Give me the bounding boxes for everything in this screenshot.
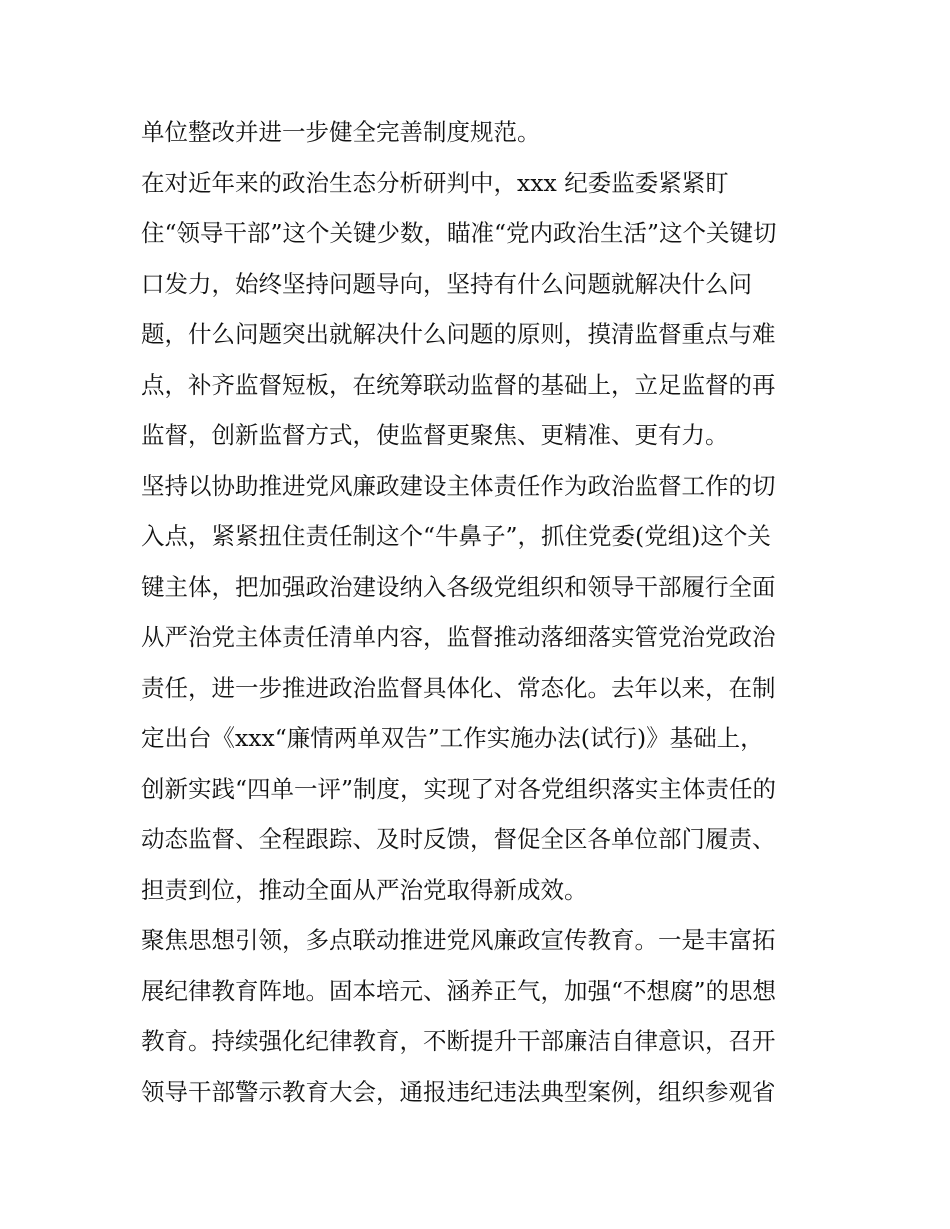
- text-line: 口发力，始终坚持问题导向，坚持有什么问题就解决什么问: [141, 269, 752, 298]
- text-line: 担责到位，推动全面从严治党取得新成效。: [141, 875, 588, 904]
- text-line: 住“领导干部”这个关键少数，瞄准“党内政治生活”这个关键切: [141, 219, 777, 247]
- text-line: 在对近年来的政治生态分析研判中，xxx 纪委监委紧紧盯: [141, 168, 729, 197]
- text-line: 坚持以协助推进党风廉政建设主体责任作为政治监督工作的切: [141, 471, 776, 500]
- text-line: 单位整改并进一步健全完善制度规范。: [141, 118, 541, 146]
- text-line: 从严治党主体责任清单内容，监督推动落细落实管党治党政治: [141, 623, 776, 651]
- text-line: 教育。持续强化纪律教育，不断提升干部廉洁自律意识，召开: [141, 1027, 776, 1055]
- text-line: 责任，进一步推进政治监督具体化、常态化。去年以来，在制: [141, 673, 776, 702]
- body-text: [141, 107, 821, 1117]
- text-line: 展纪律教育阵地。固本培元、涵养正气，加强“不想腐”的思想: [141, 976, 777, 1005]
- text-line: 定出台《xxx“廉情两单双告”工作实施办法(试行)》基础上，: [141, 724, 764, 752]
- text-line: 领导干部警示教育大会，通报违纪违法典型案例，组织参观省: [141, 1077, 776, 1106]
- text-line: 键主体，把加强政治建设纳入各级党组织和领导干部履行全面: [141, 572, 776, 601]
- text-line: 聚焦思想引领，多点联动推进党风廉政宣传教育。一是丰富拓: [141, 926, 776, 954]
- text-line: 题，什么问题突出就解决什么问题的原则，摸清监督重点与难: [141, 320, 776, 348]
- text-line: 动态监督、全程跟踪、及时反馈，督促全区各单位部门履责、: [141, 825, 776, 853]
- text-line: 入点，紧紧扭住责任制这个“牛鼻子”，抓住党委(党组)这个关: [141, 522, 771, 550]
- text-line: 点，补齐监督短板，在统筹联动监督的基础上，立足监督的再: [141, 370, 776, 399]
- text-line: 创新实践“四单一评”制度，实现了对各党组织落实主体责任的: [141, 774, 777, 803]
- text-line: 监督，创新监督方式，使监督更聚焦、更精准、更有力。: [141, 421, 729, 449]
